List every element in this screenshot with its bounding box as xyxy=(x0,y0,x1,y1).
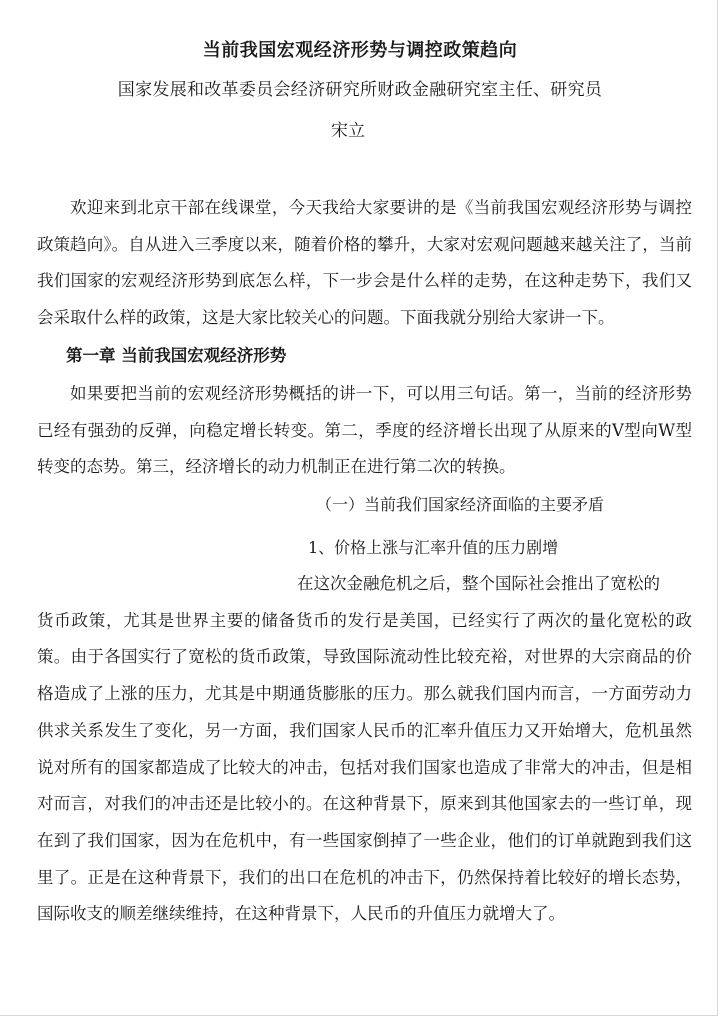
section-paragraph-lead: 在这次金融危机之后，整个国际社会推出了宽松的 xyxy=(297,574,660,593)
section-heading: （一）当前我们国家经济面临的主要矛盾 xyxy=(316,495,605,514)
author-name: 宋立 xyxy=(331,121,365,141)
section-paragraph xyxy=(37,566,692,933)
document-title: 当前我国宏观经济形势与调控政策趋向 xyxy=(202,40,518,61)
subsection-heading: 1、价格上涨与汇率升值的压力剧增 xyxy=(308,538,559,557)
chapter-paragraph: 如果要把当前的宏观经济形势概括的讲一下，可以用三句话。第一，当前的经济形势已经有强劲的反弹，向稳定增长转变。第二，季度的经济增长出现了从原来的V型向W型转变的态势。第三，经济增长的动力机制正在进行第二次的转换。 xyxy=(37,384,692,477)
author-affiliation: 国家发展和改革委员会经济研究所财政金融研究室主任、研究员 xyxy=(117,80,603,100)
chapter-heading: 第一章 当前我国宏观经济形势 xyxy=(66,346,287,365)
intro-paragraph: 欢迎来到北京干部在线课堂，今天我给大家要讲的是《当前我国宏观经济形势与调控政策趋向》。自从进入三季度以来，随着价格的攀升，大家对宏观问题越来越关注了，当前我们国家的宏观经济形势到底怎么样，下一步会是什么样的走势，在这种走势下，我们又会采取什么样的政策，这是大家比较关心的问题。下面我就分别给大家讲一下。 xyxy=(37,198,692,328)
section-paragraph-body: 货币政策，尤其是世界主要的储备货币的发行是美国，已经实行了两次的量化宽松的政策。由于各国实行了宽松的货币政策，导致国际流动性比较充裕，对世界的大宗商品的价格造成了上涨的压力，尤其是中期通货膨胀的压力。那么就我们国内而言，一方面劳动力供求关系发生了变化，另一方面，我们国家人民币的汇率升值压力又开始增大，危机虽然说对所有的国家都造成了比较大的冲击，包括对我们国家也造成了非常大的冲击，但是相对而言，对我们的冲击还是比较小的。在这种背景下，原来到其他国家去的一些订单，现在到了我们国家，因为在危机中，有一些国家倒掉了一些企业，他们的订单就跑到我们这里了。正是在这种背景下，我们的出口在危机的冲击下，仍然保持着比较好的增长态势，国际收支的顺差继续维持，在这种背景下，人民币的升值压力就增大了。 xyxy=(37,610,692,924)
